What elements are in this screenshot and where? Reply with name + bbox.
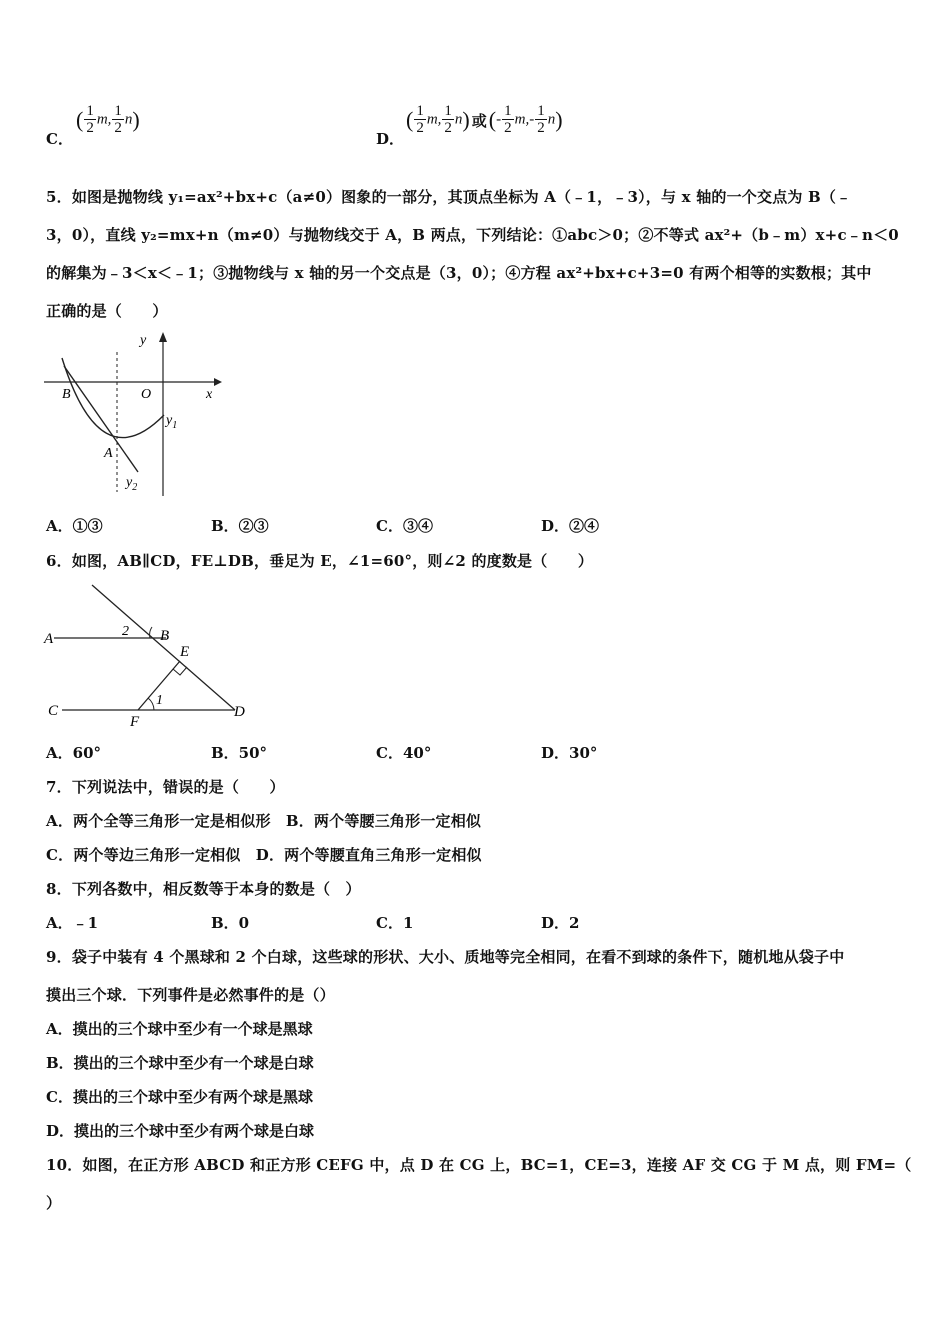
label-a: A bbox=[44, 631, 54, 647]
label-e: E bbox=[180, 644, 190, 660]
q6-text: 6．如图，AB∥CD，FE⊥DB，垂足为 E，∠1=60°，则∠2 的度数是（ ） bbox=[46, 552, 594, 570]
label-a: A bbox=[104, 446, 113, 461]
q4-option-c-expression: ( $\frac{1}{2}$ m, $\frac{1}{2}$ n) bbox=[76, 103, 140, 136]
q9-text-line2: 摸出三个球．下列事件是必然事件的是（） bbox=[46, 986, 335, 1004]
q9-option-d[interactable]: D．摸出的三个球中至少有两个球是白球 bbox=[46, 1122, 315, 1140]
q4-option-d-expression: ( $\frac{1}{2}$ m, $\frac{1}{2}$ n) 或(- $\frac{1}{2}$ m,- $\frac{1}{2}$ n) bbox=[406, 103, 563, 136]
label-x-axis: x bbox=[206, 387, 213, 402]
q5-text-line2: 3，0），直线 y₂=mx+n（m≠0）与抛物线交于 A，B 两点，下列结论：①abc＞0；②不等式 ax²+（b﹣m）x+c﹣n＜0 bbox=[46, 226, 899, 244]
q5-option-a[interactable]: A．①③ bbox=[46, 517, 103, 535]
q8-text: 8．下列各数中，相反数等于本身的数是（ ） bbox=[46, 880, 361, 898]
y-axis-arrow bbox=[159, 332, 167, 342]
q10-text-line1: 10．如图，在正方形 ABCD 和正方形 CEFG 中，点 D 在 CG 上，BC=1，CE=3，连接 AF 交 CG 于 M 点，则 FM=（ bbox=[46, 1156, 912, 1174]
x-axis-arrow bbox=[214, 378, 222, 386]
q10-text-line2: ） bbox=[46, 1194, 62, 1212]
label-2: 2 bbox=[122, 624, 129, 639]
label-f: F bbox=[130, 714, 140, 730]
q5-parabola-figure bbox=[42, 330, 222, 500]
q6-option-b[interactable]: B．50° bbox=[211, 744, 268, 762]
q6-option-c[interactable]: C．40° bbox=[376, 744, 432, 762]
label-c: C bbox=[48, 703, 59, 719]
label-o: O bbox=[141, 387, 152, 402]
label-b: B bbox=[62, 387, 71, 402]
q9-option-a[interactable]: A．摸出的三个球中至少有一个球是黑球 bbox=[46, 1020, 313, 1038]
q4-option-d-label: D． bbox=[376, 130, 405, 148]
q8-option-a[interactable]: A．﹣1 bbox=[46, 914, 99, 932]
q9-option-c[interactable]: C．摸出的三个球中至少有两个球是黑球 bbox=[46, 1088, 313, 1106]
q5-text-line4: 正确的是（ ） bbox=[46, 302, 168, 320]
q7-text: 7．下列说法中，错误的是（ ） bbox=[46, 778, 285, 796]
q5-option-b[interactable]: B．②③ bbox=[211, 517, 269, 535]
label-1: 1 bbox=[156, 693, 163, 708]
q5-option-c[interactable]: C．③④ bbox=[376, 517, 433, 535]
q8-option-d[interactable]: D．2 bbox=[541, 914, 580, 932]
q6-option-d[interactable]: D．30° bbox=[541, 744, 598, 762]
q8-option-b[interactable]: B．0 bbox=[211, 914, 250, 932]
q9-text-line1: 9．袋子中装有 4 个黑球和 2 个白球，这些球的形状、大小、质地等完全相同，在看不到球的条件下，随机地从袋子中 bbox=[46, 948, 845, 966]
label-y1: $y_1$ bbox=[166, 413, 178, 431]
label-y-axis: y bbox=[140, 333, 147, 348]
q6-option-a[interactable]: A．60° bbox=[46, 744, 102, 762]
q9-option-b[interactable]: B．摸出的三个球中至少有一个球是白球 bbox=[46, 1054, 314, 1072]
label-b: B bbox=[160, 628, 170, 644]
q7-options-row2[interactable]: C．两个等边三角形一定相似 D．两个等腰直角三角形一定相似 bbox=[46, 846, 482, 864]
q5-text-line3: 的解集为﹣3＜x＜﹣1；③抛物线与 x 轴的另一个交点是（3，0）；④方程 ax²+bx+c+3=0 有两个相等的实数根；其中 bbox=[46, 264, 872, 282]
label-d: D bbox=[234, 704, 245, 720]
q5-option-d[interactable]: D．②④ bbox=[541, 517, 600, 535]
angle-1-arc bbox=[148, 698, 154, 710]
q5-text-line1: 5．如图是抛物线 y₁=ax²+bx+c（a≠0）图象的一部分，其顶点坐标为 A（﹣1，﹣3），与 x 轴的一个交点为 B（﹣ bbox=[46, 188, 852, 206]
label-y2: $y_2$ bbox=[126, 475, 138, 493]
q7-options-row1[interactable]: A．两个全等三角形一定是相似形 B．两个等腰三角形一定相似 bbox=[46, 812, 482, 830]
q4-option-c-label: C． bbox=[46, 130, 73, 148]
transversal-bd bbox=[92, 585, 235, 710]
right-angle-mark bbox=[173, 667, 187, 675]
q6-parallel-lines-figure bbox=[40, 580, 260, 730]
q8-option-c[interactable]: C．1 bbox=[376, 914, 414, 932]
